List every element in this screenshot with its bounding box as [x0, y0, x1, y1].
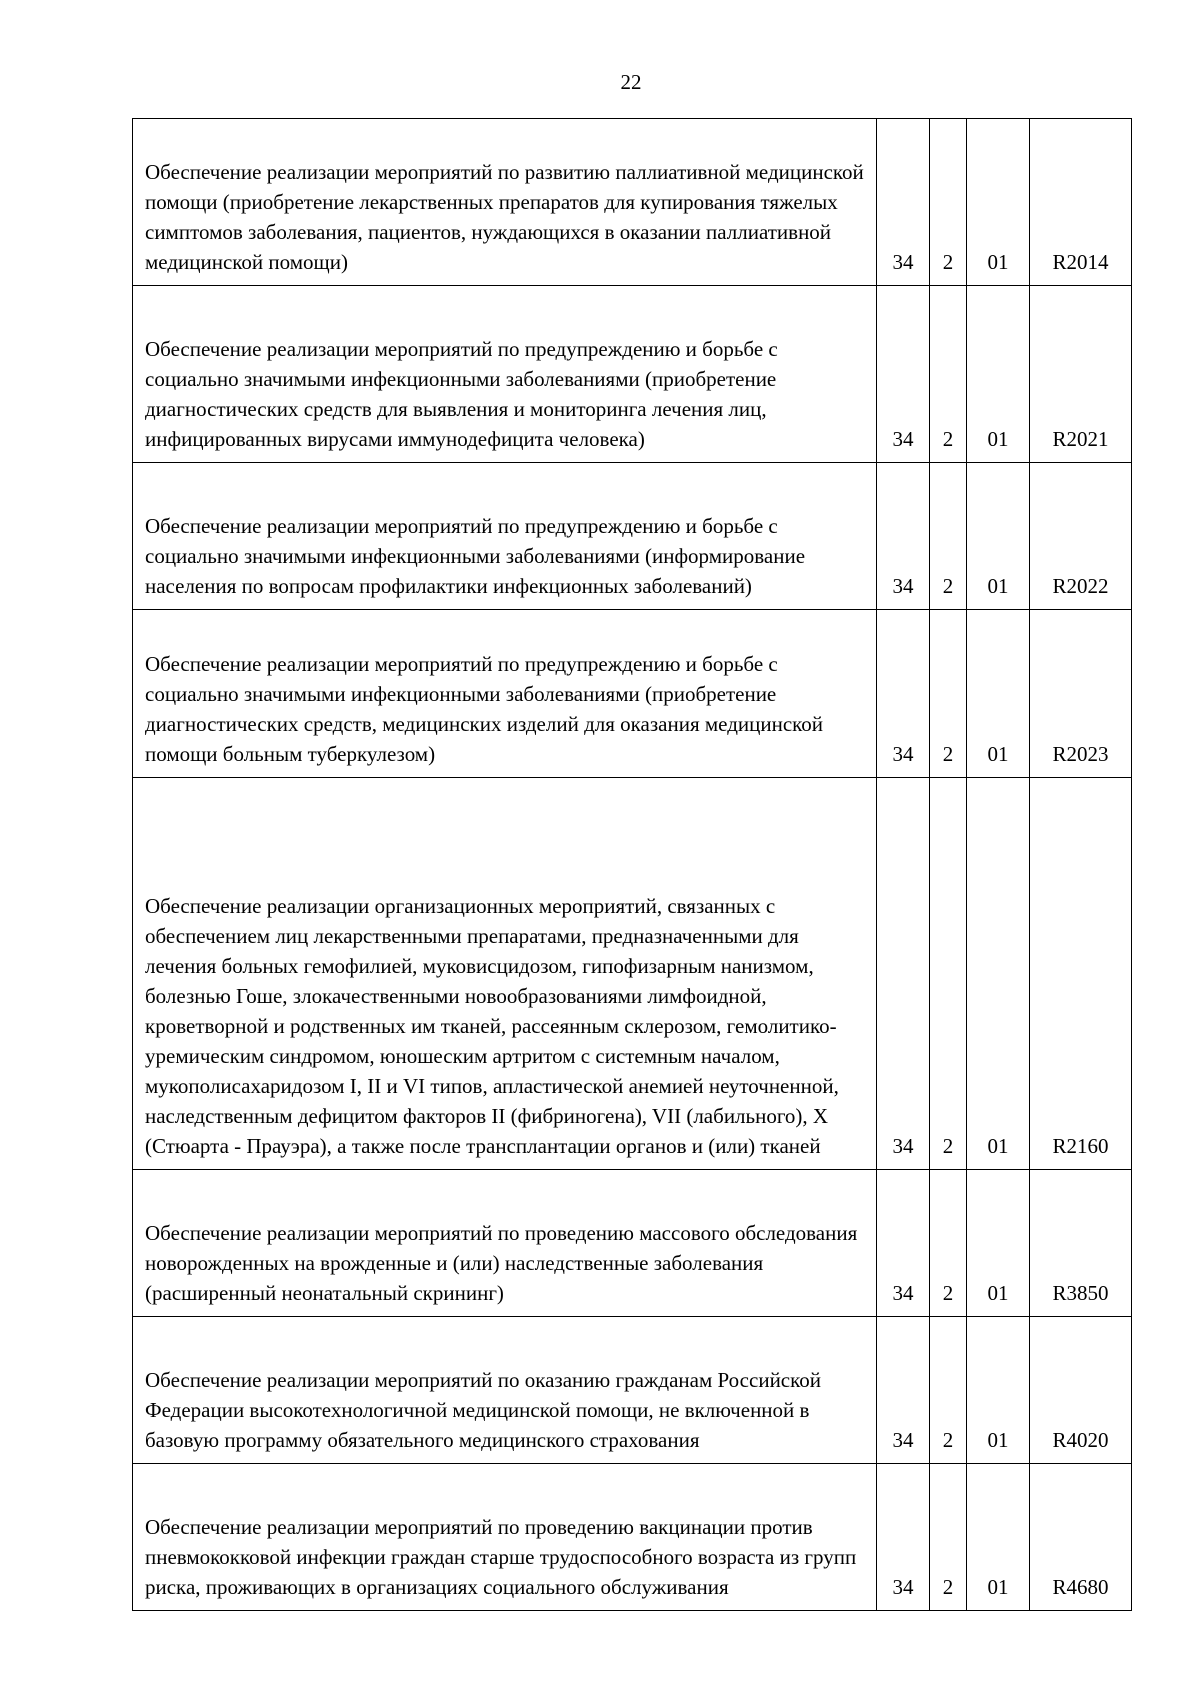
table-row	[133, 1464, 1132, 1611]
budget-classification-table	[132, 118, 1132, 1611]
code-cell-4: R2160	[1030, 778, 1132, 1170]
code-cell-4: R3850	[1030, 1170, 1132, 1317]
code-cell-1: 34	[877, 119, 930, 286]
code-cell-2: 2	[930, 1464, 967, 1611]
code-cell-3: 01	[967, 463, 1030, 610]
code-cell-4: R4680	[1030, 1464, 1132, 1611]
code-cell-3: 01	[967, 1170, 1030, 1317]
code-cell-2: 2	[930, 778, 967, 1170]
code-cell-3: 01	[967, 778, 1030, 1170]
code-cell-1: 34	[877, 1170, 930, 1317]
table-row	[133, 778, 1132, 1170]
code-cell-2: 2	[930, 463, 967, 610]
code-cell-4: R2014	[1030, 119, 1132, 286]
table-row	[133, 286, 1132, 463]
code-cell-3: 01	[967, 1464, 1030, 1611]
code-cell-1: 34	[877, 286, 930, 463]
code-cell-3: 01	[967, 286, 1030, 463]
code-cell-3: 01	[967, 1317, 1030, 1464]
event-name-cell: Обеспечение реализации мероприятий по предупреждению и борьбе с социально значимыми инфекционными заболеваниями (приобретение диагностических средств, медицинских изделий для оказания медицинской помощи больным туберкулезом)	[133, 610, 877, 778]
event-name-cell: Обеспечение реализации мероприятий по проведению вакцинации против пневмококковой инфекции граждан старше трудоспособного возраста из групп риска, проживающих в организациях социального обслуживания	[133, 1464, 877, 1611]
code-cell-1: 34	[877, 610, 930, 778]
table-row	[133, 1170, 1132, 1317]
event-name-cell: Обеспечение реализации мероприятий по развитию паллиативной медицинской помощи (приобретение лекарственных препаратов для купирования тяжелых симптомов заболевания, пациентов, нуждающихся в оказании паллиативной медицинской помощи)	[133, 119, 877, 286]
code-cell-2: 2	[930, 1170, 967, 1317]
code-cell-4: R4020	[1030, 1317, 1132, 1464]
page-number: 22	[620, 70, 642, 94]
code-cell-1: 34	[877, 1464, 930, 1611]
code-cell-3: 01	[967, 610, 1030, 778]
event-name-cell: Обеспечение реализации мероприятий по проведению массового обследования новорожденных на врожденные и (или) наследственные заболевания (расширенный неонатальный скрининг)	[133, 1170, 877, 1317]
code-cell-2: 2	[930, 1317, 967, 1464]
table-row	[133, 119, 1132, 286]
code-cell-2: 2	[930, 119, 967, 286]
table-row	[133, 463, 1132, 610]
code-cell-3: 01	[967, 119, 1030, 286]
code-cell-1: 34	[877, 463, 930, 610]
code-cell-2: 2	[930, 286, 967, 463]
code-cell-4: R2021	[1030, 286, 1132, 463]
table-row	[133, 1317, 1132, 1464]
event-name-cell: Обеспечение реализации организационных мероприятий, связанных с обеспечением лиц лекарственными препаратами, предназначенными для лечения больных гемофилией, муковисцидозом, гипофизарным нанизмом, болезнью Гоше, злокачественными новообразованиями лимфоидной, кроветворной и родственных им тканей, рассеянным склерозом, гемолитико-уремическим синдромом, юношеским артритом с системным началом, мукополисахаридозом I, II и VI типов, апластической анемией неуточненной, наследственным дефицитом факторов II (фибриногена), VII (лабильного), X (Стюарта - Прауэра), а также после трансплантации органов и (или) тканей	[133, 778, 877, 1170]
code-cell-2: 2	[930, 610, 967, 778]
event-name-cell: Обеспечение реализации мероприятий по предупреждению и борьбе с социально значимыми инфекционными заболеваниями (информирование населения по вопросам профилактики инфекционных заболеваний)	[133, 463, 877, 610]
code-cell-1: 34	[877, 1317, 930, 1464]
code-cell-4: R2023	[1030, 610, 1132, 778]
code-cell-1: 34	[877, 778, 930, 1170]
event-name-cell: Обеспечение реализации мероприятий по оказанию гражданам Российской Федерации высокотехнологичной медицинской помощи, не включенной в базовую программу обязательного медицинского страхования	[133, 1317, 877, 1464]
table-row	[133, 610, 1132, 778]
event-name-cell: Обеспечение реализации мероприятий по предупреждению и борьбе с социально значимыми инфекционными заболеваниями (приобретение диагностических средств для выявления и мониторинга лечения лиц, инфицированных вирусами иммунодефицита человека)	[133, 286, 877, 463]
code-cell-4: R2022	[1030, 463, 1132, 610]
